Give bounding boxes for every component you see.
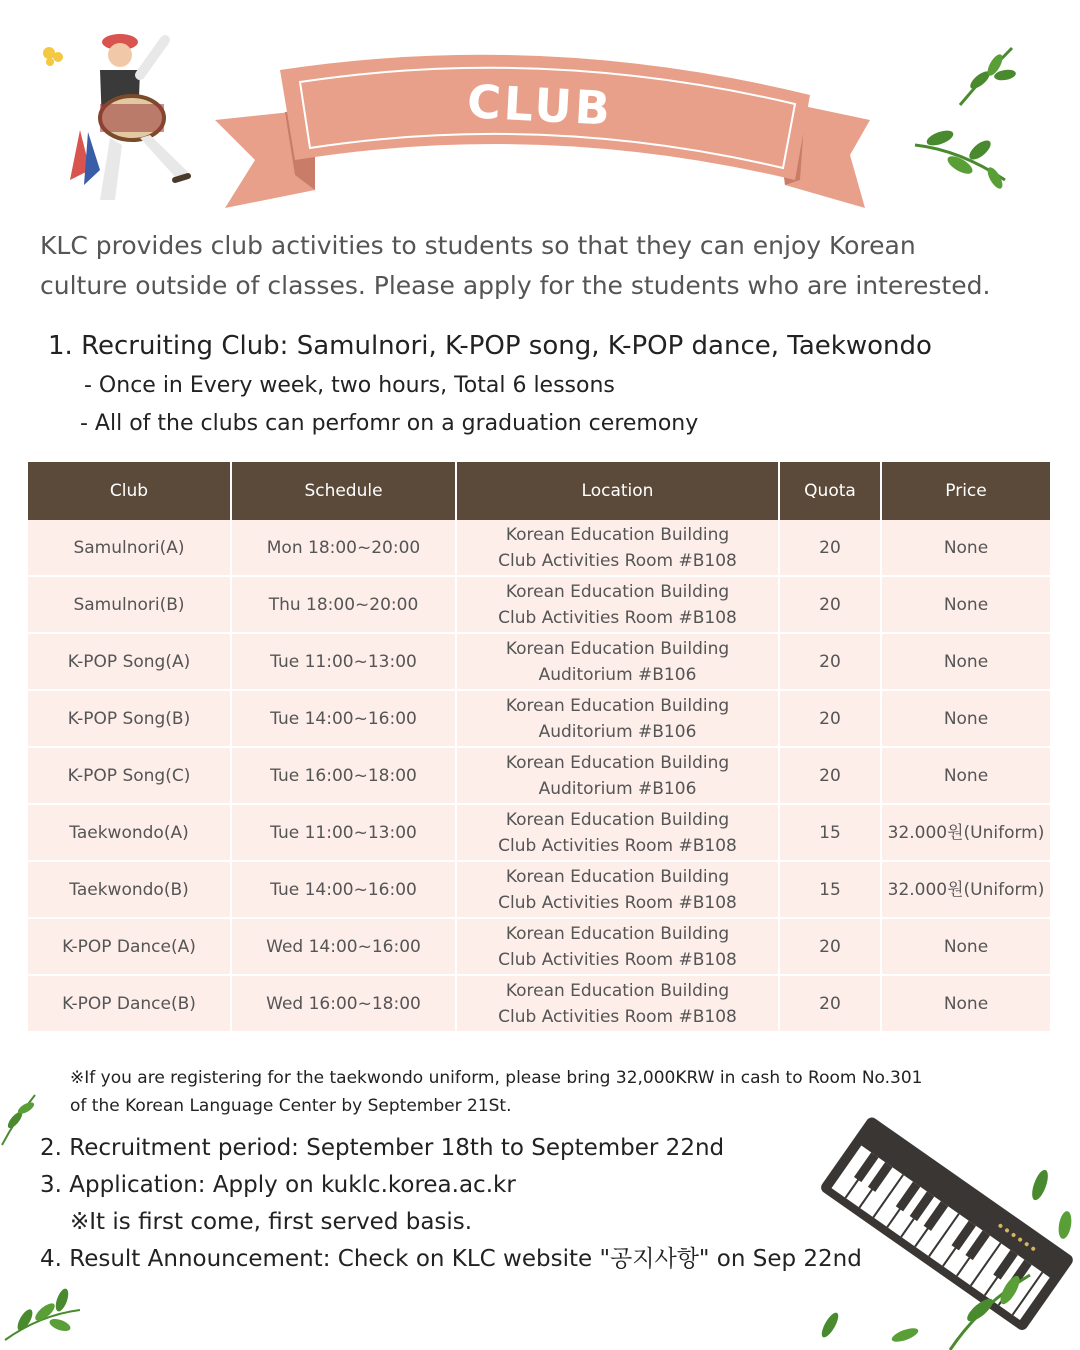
table-row bbox=[28, 633, 1050, 690]
location-room: Club Activities Room #B108 bbox=[498, 550, 737, 571]
location-cell bbox=[456, 804, 779, 861]
club-cell: Samulnori(B) bbox=[28, 576, 231, 633]
schedule-cell: Tue 16:00~18:00 bbox=[231, 747, 456, 804]
quota-cell: 20 bbox=[779, 576, 881, 633]
quota-cell: 20 bbox=[779, 918, 881, 975]
leaf-branch-icon bbox=[910, 120, 1010, 190]
schedule-cell: Wed 16:00~18:00 bbox=[231, 975, 456, 1032]
schedule-cell: Tue 11:00~13:00 bbox=[231, 804, 456, 861]
table-row bbox=[28, 975, 1050, 1032]
uniform-note-line: of the Korean Language Center by September 21St. bbox=[70, 1096, 512, 1116]
dancer-drummer-illustration bbox=[60, 20, 200, 210]
intro-line: culture outside of classes. Please apply for the students who are interested. bbox=[40, 271, 991, 300]
recruitment-period: 2. Recruitment period: September 18th to September 22nd bbox=[40, 1135, 725, 1161]
location-cell bbox=[456, 918, 779, 975]
location-room: Auditorium #B106 bbox=[538, 778, 697, 799]
recruiting-club-heading: 1. Recruiting Club: Samulnori, K-POP song, K-POP dance, Taekwondo bbox=[48, 331, 932, 361]
uniform-note-line: ※If you are registering for the taekwondo uniform, please bring 32,000KRW in cash to Room No.301 bbox=[70, 1068, 923, 1088]
leaf-branch-icon bbox=[0, 1270, 85, 1345]
location-cell bbox=[456, 747, 779, 804]
club-cell: Taekwondo(A) bbox=[28, 804, 231, 861]
price-cell: None bbox=[881, 747, 1050, 804]
butterfly-icon bbox=[42, 45, 66, 67]
location-cell bbox=[456, 861, 779, 918]
location-building: Korean Education Building bbox=[505, 980, 730, 1001]
location-building: Korean Education Building bbox=[505, 752, 730, 773]
table-row bbox=[28, 861, 1050, 918]
club-cell: Samulnori(A) bbox=[28, 520, 231, 576]
keyboard-piano-illustration bbox=[800, 1105, 1080, 1350]
price-cell: None bbox=[881, 633, 1050, 690]
price-cell: None bbox=[881, 690, 1050, 747]
schedule-cell: Mon 18:00~20:00 bbox=[231, 520, 456, 576]
location-room: Club Activities Room #B108 bbox=[498, 1006, 737, 1027]
price-cell: None bbox=[881, 975, 1050, 1032]
location-building: Korean Education Building bbox=[505, 524, 730, 545]
column-header-schedule: Schedule bbox=[231, 462, 456, 520]
location-room: Auditorium #B106 bbox=[538, 721, 697, 742]
leaf-branch-icon bbox=[0, 1090, 40, 1150]
table-row bbox=[28, 747, 1050, 804]
quota-cell: 20 bbox=[779, 747, 881, 804]
table-row bbox=[28, 690, 1050, 747]
club-schedule-table bbox=[28, 462, 1050, 1033]
leaf-branch-icon bbox=[950, 40, 1020, 110]
intro-line: KLC provides club activities to students so that they can enjoy Korean bbox=[40, 231, 916, 260]
location-building: Korean Education Building bbox=[505, 923, 730, 944]
location-building: Korean Education Building bbox=[505, 581, 730, 602]
table-row bbox=[28, 576, 1050, 633]
table-row bbox=[28, 804, 1050, 861]
column-header-location: Location bbox=[456, 462, 779, 520]
page-title: CLUB ACTIVITIES bbox=[377, 74, 694, 231]
location-building: Korean Education Building bbox=[505, 695, 730, 716]
schedule-cell: Wed 14:00~16:00 bbox=[231, 918, 456, 975]
location-cell bbox=[456, 520, 779, 576]
location-cell bbox=[456, 690, 779, 747]
location-room: Club Activities Room #B108 bbox=[498, 607, 737, 628]
location-cell bbox=[456, 633, 779, 690]
intro-paragraph bbox=[40, 226, 1050, 306]
club-cell: K-POP Dance(B) bbox=[28, 975, 231, 1032]
location-cell bbox=[456, 576, 779, 633]
location-building: Korean Education Building bbox=[505, 809, 730, 830]
table-row bbox=[28, 918, 1050, 975]
club-cell: K-POP Song(A) bbox=[28, 633, 231, 690]
price-cell: 32.000원(Uniform) bbox=[881, 861, 1050, 918]
schedule-cell: Thu 18:00~20:00 bbox=[231, 576, 456, 633]
location-cell bbox=[456, 975, 779, 1032]
schedule-cell: Tue 14:00~16:00 bbox=[231, 690, 456, 747]
price-cell: None bbox=[881, 576, 1050, 633]
schedule-note: - Once in Every week, two hours, Total 6 lessons bbox=[84, 373, 615, 398]
first-come-note: ※It is first come, first served basis. bbox=[70, 1209, 473, 1235]
column-header-quota: Quota bbox=[779, 462, 881, 520]
application-info: 3. Application: Apply on kuklc.korea.ac.kr bbox=[40, 1172, 516, 1198]
club-cell: Taekwondo(B) bbox=[28, 861, 231, 918]
location-room: Club Activities Room #B108 bbox=[498, 892, 737, 913]
price-cell: None bbox=[881, 520, 1050, 576]
quota-cell: 20 bbox=[779, 633, 881, 690]
location-building: Korean Education Building bbox=[505, 638, 730, 659]
price-cell: 32.000원(Uniform) bbox=[881, 804, 1050, 861]
location-building: Korean Education Building bbox=[505, 866, 730, 887]
column-header-price: Price bbox=[881, 462, 1050, 520]
club-cell: K-POP Song(B) bbox=[28, 690, 231, 747]
table-header-row bbox=[28, 462, 1050, 520]
quota-cell: 20 bbox=[779, 520, 881, 576]
performance-note: - All of the clubs can perfomr on a graduation ceremony bbox=[80, 411, 699, 436]
schedule-cell: Tue 14:00~16:00 bbox=[231, 861, 456, 918]
price-cell: None bbox=[881, 918, 1050, 975]
quota-cell: 15 bbox=[779, 804, 881, 861]
result-announcement: 4. Result Announcement: Check on KLC website "공지사항" on Sep 22nd bbox=[40, 1246, 862, 1272]
location-room: Club Activities Room #B108 bbox=[498, 835, 737, 856]
club-cell: K-POP Dance(A) bbox=[28, 918, 231, 975]
location-room: Club Activities Room #B108 bbox=[498, 949, 737, 970]
schedule-cell: Tue 11:00~13:00 bbox=[231, 633, 456, 690]
club-cell: K-POP Song(C) bbox=[28, 747, 231, 804]
column-header-club: Club bbox=[28, 462, 231, 520]
quota-cell: 15 bbox=[779, 861, 881, 918]
quota-cell: 20 bbox=[779, 975, 881, 1032]
table-row bbox=[28, 520, 1050, 576]
quota-cell: 20 bbox=[779, 690, 881, 747]
location-room: Auditorium #B106 bbox=[538, 664, 697, 685]
